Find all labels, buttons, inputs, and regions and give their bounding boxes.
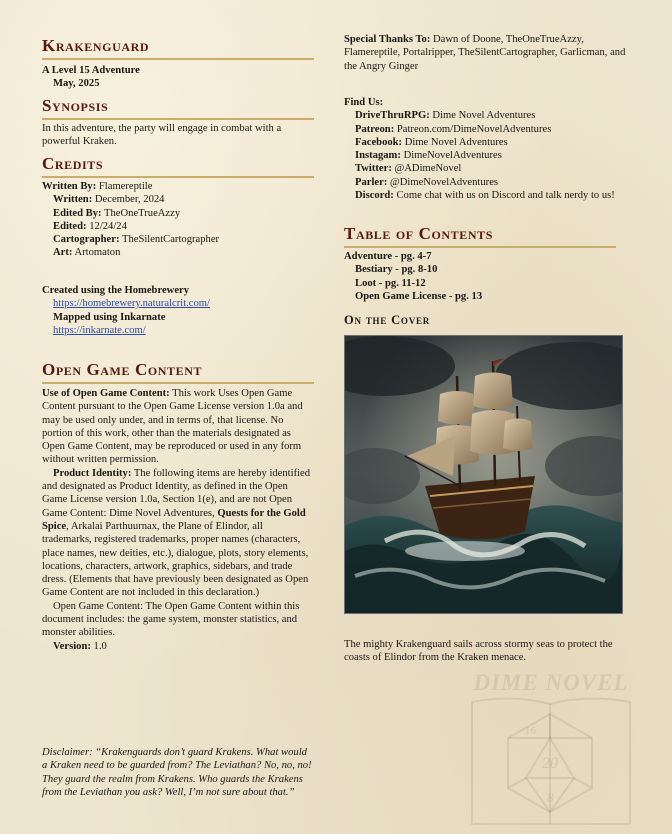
- ship-illustration: [345, 336, 622, 613]
- toc-entry[interactable]: Open Game License - pg. 13: [355, 290, 483, 302]
- social-item: Facebook: Dime Novel Adventures: [355, 136, 508, 148]
- ogc-heading: Open Game Content: [42, 360, 314, 384]
- watermark-text: DIME NOVEL: [473, 670, 629, 695]
- version-line: Version: 1.0: [53, 640, 107, 652]
- credits-list: [42, 180, 314, 260]
- title-meta: [42, 64, 314, 91]
- credit-line: Edited: 12/24/24: [53, 220, 127, 232]
- homebrewery-label: Created using the Homebrewery: [42, 285, 190, 296]
- cover-caption: The mighty Krakenguard sails across stormy seas to protect the coasts of Elindor from the Kraken menace.: [344, 639, 613, 664]
- find-us: [344, 96, 630, 202]
- ogc-content-paragraph: Open Game Content: The Open Game Content within this document includes: the game system, monster statistics, and monster abilities.: [42, 600, 300, 639]
- credit-line: Written By: Flamereptile: [42, 181, 153, 192]
- social-item: Patreon: Patreon.com/DimeNovelAdventures: [355, 123, 552, 135]
- credit-line: Art: Artomaton: [53, 247, 121, 259]
- credit-line: Written: December, 2024: [53, 194, 165, 206]
- cover-heading: On the Cover: [344, 313, 431, 327]
- table-of-contents: [344, 250, 630, 303]
- ogc-use-paragraph: Use of Open Game Content: This work Uses Open Game Content pursuant to the Open Game License version 1.0a and may be used only under, and in terms of, that license. No portion of this work, other than the materials designated as Open Game Content, may be reproduced or used in any form without written permission.: [42, 388, 303, 466]
- product-identity-paragraph: Product Identity: The following items are hereby identified and designated as Product Identity, as defined in the Open Game License version 1.0a, Section 1(e), and are not Open Game Content: Dime Novel Adventures, Quests for the Gold Spice, Arkalai Parthuurnax, the Plane of Elindor, all trademarks, registered trademarks, proper names (characters, place names, new deities, etc.), dialogue, plots, story elements, locations, characters, artwork, graphics, sidebars, and trade dress. (Elements that have previously been designated as Open Game Content are not included in this declaration.): [42, 467, 311, 599]
- discord-item: Discord: Come chat with us on Discord and talk nerdy to us!: [355, 190, 615, 202]
- homebrewery-link[interactable]: https://homebrewery.naturalcrit.com/: [53, 298, 210, 310]
- toc-entry[interactable]: Adventure - pg. 4-7: [344, 251, 432, 262]
- inkarnate-link[interactable]: https://inkarnate.com/: [53, 324, 146, 336]
- credit-line: Cartographer: TheSilentCartographer: [53, 234, 220, 246]
- subtitle: A Level 15 Adventure: [42, 65, 140, 76]
- find-us-label: Find Us:: [344, 97, 384, 108]
- inkarnate-label: Mapped using Inkarnate: [53, 311, 166, 323]
- credits-heading: Credits: [42, 154, 314, 178]
- die-number: 8: [547, 790, 554, 805]
- social-item: Instagam: DimeNovelAdventures: [355, 150, 502, 162]
- ogc-body: [42, 387, 314, 653]
- special-thanks: Special Thanks To: Dawn of Doone, TheOneTrueAzzy, Flamereptile, Portalripper, TheSilentCartographer, Garlicman, and the Angry Ginger: [344, 34, 626, 72]
- social-item: Parler: @DimeNovelAdventures: [355, 176, 499, 188]
- adventure-title: Krakenguard: [42, 36, 314, 60]
- toc-entry[interactable]: Loot - pg. 11-12: [355, 277, 426, 289]
- d20-logo-icon: [462, 670, 642, 826]
- social-item: DriveThruRPG: Dime Novel Adventures: [355, 110, 536, 122]
- synopsis-heading: Synopsis: [42, 96, 314, 120]
- toc-heading: Table of Contents: [344, 224, 616, 248]
- synopsis-text: In this adventure, the party will engage in combat with a powerful Kraken.: [42, 123, 282, 148]
- social-item: Twitter: @ADimeNovel: [355, 163, 462, 175]
- die-number: 20: [542, 755, 558, 772]
- dime-novel-watermark: [462, 670, 642, 826]
- cover-image: [344, 335, 623, 614]
- toc-entry[interactable]: Bestiary - pg. 8-10: [355, 264, 438, 276]
- release-date: May, 2025: [53, 78, 100, 90]
- tools-block: [42, 284, 314, 337]
- die-number: 16: [525, 725, 536, 737]
- credit-line: Edited By: TheOneTrueAzzy: [53, 207, 181, 219]
- disclaimer: Disclaimer: “Krakenguards don’t guard Krakens. What would a Kraken need to be guarded from? The Leviathan? No, no, no! They guard the realm from Krakens. Who guards the Krakens from the Leviathan you ask? Well, I’m not sure about that.”: [42, 747, 312, 798]
